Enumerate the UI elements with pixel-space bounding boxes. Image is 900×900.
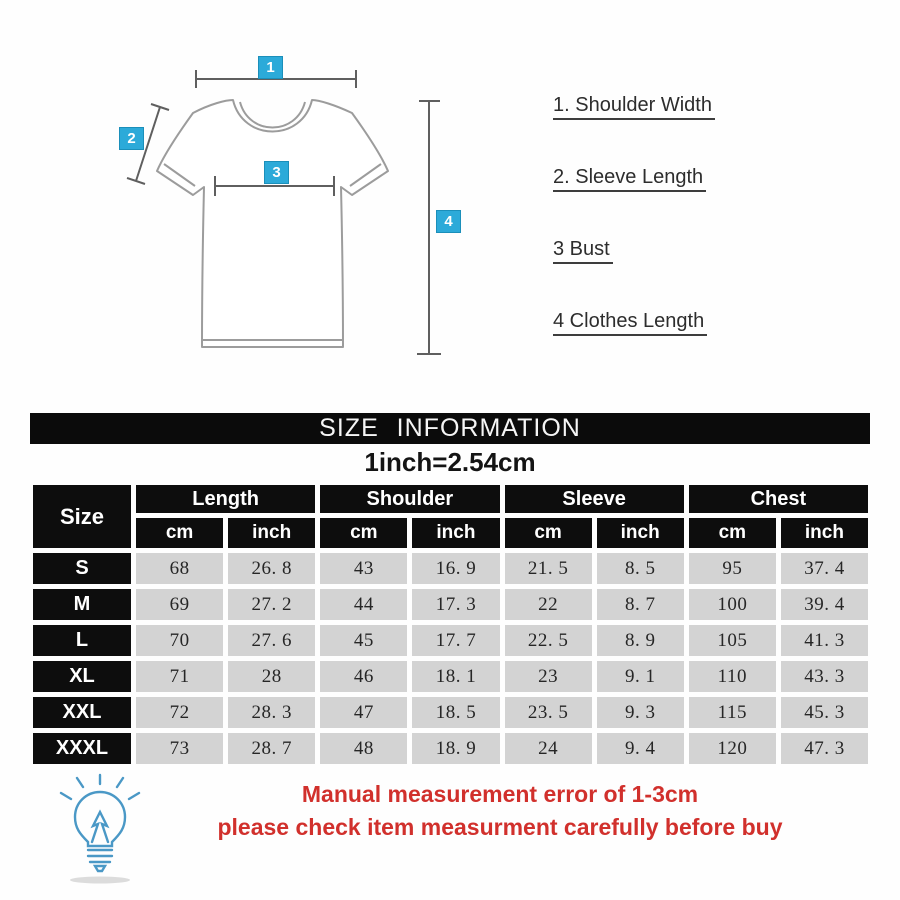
- table-cell: 73: [136, 733, 223, 764]
- unit-header: inch: [781, 518, 868, 548]
- table-cell: 18. 1: [412, 661, 499, 692]
- table-cell: 16. 9: [412, 553, 499, 584]
- unit-header: cm: [505, 518, 592, 548]
- table-cell: 17. 3: [412, 589, 499, 620]
- size-label-xxxl: XXXL: [33, 733, 131, 764]
- table-cell: 69: [136, 589, 223, 620]
- table-cell: 28. 3: [228, 697, 315, 728]
- group-header-chest: Chest: [689, 485, 868, 513]
- measurement-legend: [553, 94, 715, 382]
- warning-line-2: please check item measurment carefully before buy: [217, 814, 783, 840]
- table-cell: 120: [689, 733, 776, 764]
- banner-title: SIZE INFORMATION: [319, 414, 581, 442]
- table-cell: 48: [320, 733, 407, 764]
- size-label-s: S: [33, 553, 131, 584]
- legend-item-shoulder-width: [553, 94, 715, 117]
- unit-conversion-note: 1inch=2.54cm: [364, 447, 536, 477]
- size-label-l: L: [33, 625, 131, 656]
- legend-text: 4 Clothes Length: [553, 310, 707, 336]
- legend-text: 1. Shoulder Width: [553, 94, 715, 120]
- tshirt-outline: [157, 100, 388, 347]
- unit-header: cm: [136, 518, 223, 548]
- size-label-xxl: XXL: [33, 697, 131, 728]
- table-cell: 9. 1: [597, 661, 684, 692]
- table-cell: 72: [136, 697, 223, 728]
- measurement-note-section: [0, 772, 900, 896]
- table-cell: 100: [689, 589, 776, 620]
- table-cell: 45. 3: [781, 697, 868, 728]
- unit-header: inch: [412, 518, 499, 548]
- size-label-xl: XL: [33, 661, 131, 692]
- table-cell: 23. 5: [505, 697, 592, 728]
- table-cell: 27. 6: [228, 625, 315, 656]
- table-cell: 8. 9: [597, 625, 684, 656]
- table-cell: 44: [320, 589, 407, 620]
- table-cell: 26. 8: [228, 553, 315, 584]
- group-header-shoulder: Shoulder: [320, 485, 499, 513]
- size-label-m: M: [33, 589, 131, 620]
- table-cell: 41. 3: [781, 625, 868, 656]
- table-cell: 37. 4: [781, 553, 868, 584]
- table-cell: 23: [505, 661, 592, 692]
- measurement-warning-text: [110, 778, 890, 844]
- measurement-diagram: [0, 0, 900, 405]
- table-cell: 47: [320, 697, 407, 728]
- table-cell: 8. 5: [597, 553, 684, 584]
- legend-item-bust: [553, 238, 715, 261]
- table-cell: 28. 7: [228, 733, 315, 764]
- unit-header: inch: [597, 518, 684, 548]
- legend-item-sleeve-length: [553, 166, 715, 189]
- table-cell: 28: [228, 661, 315, 692]
- table-cell: 110: [689, 661, 776, 692]
- marker-2-badge: 2: [119, 127, 144, 150]
- table-cell: 22. 5: [505, 625, 592, 656]
- table-cell: 47. 3: [781, 733, 868, 764]
- legend-item-clothes-length: [553, 310, 715, 333]
- unit-header: cm: [320, 518, 407, 548]
- unit-header: inch: [228, 518, 315, 548]
- table-cell: 68: [136, 553, 223, 584]
- table-cell: 43. 3: [781, 661, 868, 692]
- legend-text: 3 Bust: [553, 238, 613, 264]
- table-cell: 105: [689, 625, 776, 656]
- table-cell: 115: [689, 697, 776, 728]
- table-cell: 8. 7: [597, 589, 684, 620]
- table-cell: 43: [320, 553, 407, 584]
- table-cell: 22: [505, 589, 592, 620]
- size-table: [33, 485, 868, 764]
- table-cell: 9. 4: [597, 733, 684, 764]
- table-cell: 95: [689, 553, 776, 584]
- table-cell: 70: [136, 625, 223, 656]
- table-cell: 27. 2: [228, 589, 315, 620]
- marker-1-badge: 1: [258, 56, 283, 79]
- size-information-banner: [30, 413, 870, 444]
- marker-3-badge: 3: [264, 161, 289, 184]
- table-cell: 18. 9: [412, 733, 499, 764]
- table-cell: 46: [320, 661, 407, 692]
- legend-text: 2. Sleeve Length: [553, 166, 706, 192]
- table-cell: 45: [320, 625, 407, 656]
- unit-header: cm: [689, 518, 776, 548]
- table-cell: 39. 4: [781, 589, 868, 620]
- group-header-length: Length: [136, 485, 315, 513]
- marker-4-badge: 4: [436, 210, 461, 233]
- warning-line-1: Manual measurement error of 1-3cm: [301, 781, 699, 807]
- group-header-sleeve: Sleeve: [505, 485, 684, 513]
- tshirt-diagram-svg: [0, 0, 900, 405]
- table-cell: 18. 5: [412, 697, 499, 728]
- table-cell: 71: [136, 661, 223, 692]
- table-cell: 9. 3: [597, 697, 684, 728]
- table-cell: 24: [505, 733, 592, 764]
- size-column-header: Size: [33, 485, 131, 548]
- table-cell: 21. 5: [505, 553, 592, 584]
- table-cell: 17. 7: [412, 625, 499, 656]
